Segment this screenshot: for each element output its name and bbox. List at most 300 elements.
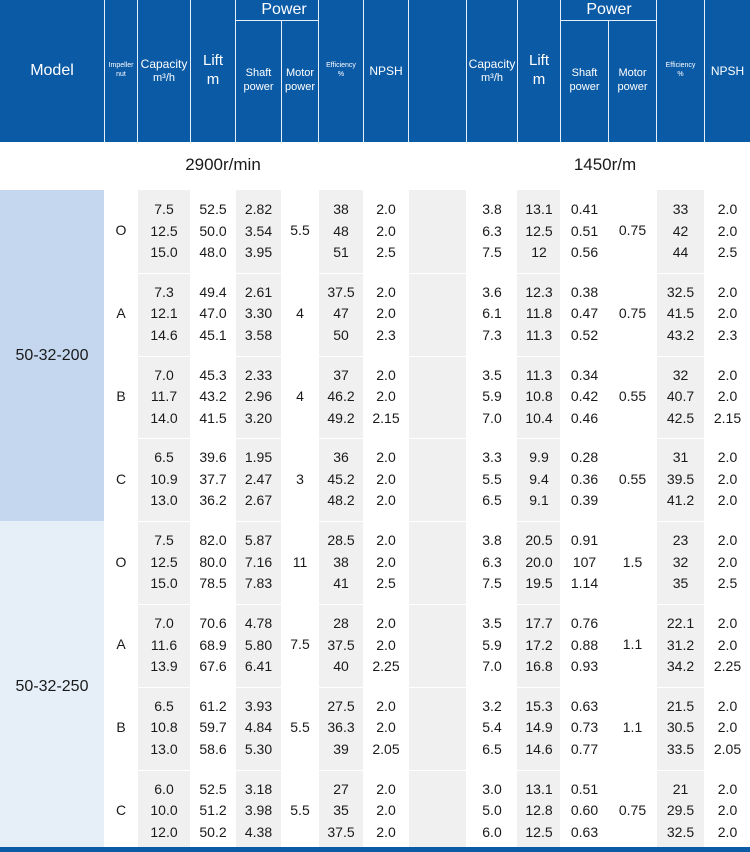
cell-value: 36.3 <box>327 719 355 736</box>
cell-value: 5.9 <box>482 388 502 405</box>
cell-value: 32 <box>672 553 689 570</box>
cell-value: 2.0 <box>717 636 738 653</box>
cell-value: 80.0 <box>199 553 227 570</box>
cell-value: 0.47 <box>570 305 599 322</box>
cell-value: 31 <box>672 449 689 466</box>
cell-value: 3.20 <box>244 409 273 426</box>
npsh-1450-cell <box>705 613 750 678</box>
shaft-power-cell <box>236 530 281 595</box>
npsh-cell <box>364 447 408 512</box>
header-shaft-2-line1: Shaft <box>571 67 598 80</box>
motor-power-1450-cell: 0.75 <box>618 222 647 239</box>
header-efficiency <box>319 0 363 142</box>
motor-power-cell: 4 <box>296 305 304 322</box>
efficiency-cell <box>319 199 363 264</box>
header-divider <box>235 20 318 21</box>
cell-value: 2.0 <box>717 388 738 405</box>
cell-value: 0.52 <box>570 326 599 343</box>
cell-value: 6.0 <box>482 823 502 840</box>
header-motor-2-line2: power <box>617 81 648 93</box>
cell-value: 42 <box>672 222 689 239</box>
shaft-power-cell <box>236 613 281 678</box>
cell-value: 17.2 <box>525 636 553 653</box>
cell-value: 7.0 <box>482 658 502 674</box>
cell-value: 43.2 <box>666 326 695 343</box>
header-lift <box>191 0 235 142</box>
cell-value: 7.16 <box>244 553 273 570</box>
cell-value: 52.5 <box>199 780 227 797</box>
cell-value: 33.5 <box>666 740 695 757</box>
cell-value: 32.5 <box>666 283 695 300</box>
cell-value: 45.1 <box>199 326 227 343</box>
cell-value: 3.5 <box>482 366 502 383</box>
cell-value: 33 <box>672 201 689 217</box>
cell-value: 0.63 <box>570 697 599 714</box>
cell-value: 37 <box>333 366 349 383</box>
efficiency-cell <box>319 696 363 761</box>
header-lift-2-line1: Lift <box>528 52 549 70</box>
cell-value: 39 <box>333 740 349 757</box>
cell-value: 40.7 <box>666 388 695 405</box>
cell-value: 39.6 <box>199 449 227 466</box>
lift-1450-cell <box>518 282 560 347</box>
header-divider <box>704 0 705 142</box>
capacity-1450-cell <box>467 282 517 347</box>
cell-value: 6.41 <box>244 658 273 674</box>
cell-value: 7.5 <box>154 201 174 217</box>
capacity-cell <box>138 282 190 347</box>
cell-value: 2.05 <box>713 740 742 757</box>
header-motor-power <box>282 20 318 142</box>
cell-value: 78.5 <box>199 575 227 592</box>
cell-value: 3.6 <box>482 283 502 300</box>
model-cell: 50-32-250 <box>0 521 104 852</box>
header-motor-2-line1: Motor <box>618 67 647 80</box>
npsh-cell <box>364 613 408 678</box>
cell-value: 10.9 <box>150 470 178 487</box>
model-cell: 50-32-200 <box>0 190 104 521</box>
npsh-cell <box>364 199 408 264</box>
cell-value: 6.5 <box>482 740 502 757</box>
cell-value: 2.5 <box>717 575 738 592</box>
lift-cell <box>191 779 235 844</box>
cell-value: 5.80 <box>244 636 273 653</box>
cell-value: 10.4 <box>525 409 553 426</box>
cell-value: 2.0 <box>376 532 396 549</box>
efficiency-1450-cell <box>657 199 704 264</box>
cell-value: 61.2 <box>199 697 227 714</box>
cell-value: 3.58 <box>244 326 273 343</box>
cell-value: 58.6 <box>199 740 227 757</box>
lift-cell <box>191 199 235 264</box>
cell-value: 15.0 <box>150 575 178 592</box>
cell-value: 11.3 <box>525 366 553 383</box>
capacity-cell <box>138 779 190 844</box>
cell-value: 45.3 <box>199 366 227 383</box>
cell-value: 2.0 <box>376 470 396 487</box>
efficiency-cell <box>319 282 363 347</box>
header-shaft-power <box>236 20 281 142</box>
cell-value: 48 <box>333 222 349 239</box>
cell-value: 2.0 <box>717 449 738 466</box>
cell-value: 2.0 <box>376 615 396 631</box>
cell-value: 3.93 <box>244 697 273 714</box>
cell-value: 50 <box>333 326 349 343</box>
cell-value: 2.15 <box>713 409 742 426</box>
row-divider <box>104 438 750 439</box>
table-bottom-border <box>0 847 750 852</box>
header-capacity-2-line1: Capacity <box>468 56 516 71</box>
cell-value: 7.5 <box>154 532 174 549</box>
cell-value: 0.93 <box>570 658 599 674</box>
cell-value: 5.0 <box>482 802 502 819</box>
header-power: Power <box>261 1 307 18</box>
row-divider <box>104 356 750 357</box>
lift-cell <box>191 365 235 430</box>
capacity-cell <box>138 696 190 761</box>
cell-value: 45.2 <box>327 470 355 487</box>
cell-value: 2.0 <box>717 719 738 736</box>
npsh-1450-cell <box>705 696 750 761</box>
cell-value: 2.33 <box>244 366 273 383</box>
cell-value: 2.3 <box>717 326 738 343</box>
cell-value: 2.47 <box>244 470 273 487</box>
header-capacity-2-line2: m³/h <box>481 71 503 84</box>
cell-value: 5.4 <box>482 719 502 736</box>
motor-power-cell: 3 <box>296 470 304 487</box>
npsh-1450-cell <box>705 199 750 264</box>
cell-value: 3.5 <box>482 615 502 631</box>
npsh-cell <box>364 282 408 347</box>
cell-value: 7.0 <box>154 615 174 631</box>
cell-value: 12.0 <box>150 823 178 840</box>
efficiency-cell <box>319 447 363 512</box>
efficiency-cell <box>319 530 363 595</box>
cell-value: 70.6 <box>199 615 227 631</box>
cell-value: 28 <box>333 615 349 631</box>
shaft-power-cell <box>236 447 281 512</box>
lift-cell <box>191 696 235 761</box>
cell-value: 0.38 <box>570 283 599 300</box>
header-capacity-line2: m³/h <box>153 71 175 84</box>
cell-value: 47 <box>333 305 349 322</box>
cell-value: 2.0 <box>376 780 396 797</box>
lift-1450-cell <box>518 447 560 512</box>
shaft-power-cell <box>236 282 281 347</box>
cell-value: 0.41 <box>570 201 599 217</box>
cell-value: 2.0 <box>717 201 738 217</box>
cell-value: 6.1 <box>482 305 502 322</box>
efficiency-1450-cell <box>657 447 704 512</box>
cell-value: 6.0 <box>154 780 174 797</box>
motor-power-cell: 5.5 <box>290 719 310 736</box>
cell-value: 27 <box>333 780 349 797</box>
cell-value: 2.5 <box>376 244 396 260</box>
cell-value: 0.91 <box>570 532 599 549</box>
cell-value: 2.0 <box>376 366 396 383</box>
cell-value: 11.8 <box>525 305 553 322</box>
cell-value: 4.84 <box>244 719 273 736</box>
cell-value: 2.0 <box>376 222 396 239</box>
header-capacity <box>138 0 190 142</box>
cell-value: 49.2 <box>327 409 355 426</box>
cell-value: 3.0 <box>482 780 502 797</box>
npsh-1450-cell <box>705 779 750 844</box>
cell-value: 3.2 <box>482 697 502 714</box>
header-lift-line2: m <box>206 71 220 88</box>
shaft-power-1450-cell <box>561 199 608 264</box>
capacity-cell <box>138 199 190 264</box>
speed-2900: 2900r/min <box>185 155 261 174</box>
cell-value: 27.5 <box>327 697 355 714</box>
cell-value: 9.4 <box>529 470 549 487</box>
row-divider <box>104 770 750 771</box>
cell-value: 5.30 <box>244 740 273 757</box>
cell-value: 2.0 <box>376 553 396 570</box>
cell-value: 7.3 <box>482 326 502 343</box>
cell-value: 1.14 <box>570 575 599 592</box>
cell-value: 0.73 <box>570 719 599 736</box>
cell-value: 12.5 <box>150 222 178 239</box>
header-divider <box>104 0 105 142</box>
cell-value: 82.0 <box>199 532 227 549</box>
cell-value: 10.8 <box>525 388 553 405</box>
header-motor-power-2 <box>609 20 656 142</box>
cell-value: 12.3 <box>525 283 553 300</box>
motor-power-cell: 4 <box>296 388 304 404</box>
efficiency-1450-cell <box>657 282 704 347</box>
header-impeller-nut <box>105 0 137 142</box>
cell-value: 10.8 <box>150 719 178 736</box>
motor-power-cell: 7.5 <box>290 636 310 653</box>
cell-value: 0.77 <box>570 740 599 757</box>
cell-value: 0.42 <box>570 388 599 405</box>
header-divider <box>235 0 236 142</box>
cell-value: 7.5 <box>482 244 502 260</box>
impeller-nut-cell: A <box>116 636 126 653</box>
lift-1450-cell <box>518 365 560 430</box>
cell-value: 6.3 <box>482 222 502 239</box>
cell-value: 0.46 <box>570 409 599 426</box>
cell-value: 7.5 <box>482 575 502 592</box>
cell-value: 2.0 <box>376 388 396 405</box>
capacity-1450-cell <box>467 365 517 430</box>
cell-value: 2.0 <box>717 615 738 631</box>
cell-value: 15.0 <box>150 244 178 260</box>
row-divider <box>104 687 750 688</box>
cell-value: 42.5 <box>666 409 695 426</box>
efficiency-cell <box>319 613 363 678</box>
cell-value: 15.3 <box>525 697 553 714</box>
cell-value: 1.95 <box>244 449 273 466</box>
cell-value: 2.0 <box>717 780 738 797</box>
lift-cell <box>191 447 235 512</box>
motor-power-cell: 11 <box>292 553 308 570</box>
header-power-2: Power <box>586 1 632 18</box>
cell-value: 35 <box>333 802 349 819</box>
cell-value: 19.5 <box>525 575 553 592</box>
efficiency-1450-cell <box>657 365 704 430</box>
cell-value: 12.5 <box>525 823 553 840</box>
header-divider <box>363 0 364 142</box>
cell-value: 39.5 <box>666 470 695 487</box>
motor-power-cell: 5.5 <box>290 222 310 239</box>
cell-value: 2.0 <box>717 470 738 487</box>
cell-value: 29.5 <box>666 802 695 819</box>
efficiency-1450-cell <box>657 779 704 844</box>
shaft-power-cell <box>236 199 281 264</box>
cell-value: 11.3 <box>525 326 553 343</box>
cell-value: 12.8 <box>525 802 553 819</box>
cell-value: 41 <box>333 575 349 592</box>
impeller-nut-cell: C <box>115 470 127 487</box>
cell-value: 2.0 <box>376 719 396 736</box>
cell-value: 36 <box>333 449 349 466</box>
cell-value: 46.2 <box>327 388 355 405</box>
cell-value: 16.8 <box>525 658 553 674</box>
cell-value: 2.82 <box>244 201 273 217</box>
cell-value: 48.0 <box>199 244 227 260</box>
cell-value: 107 <box>572 553 597 570</box>
cell-value: 50.0 <box>199 222 227 239</box>
cell-value: 20.5 <box>525 532 553 549</box>
table-header <box>0 0 750 142</box>
cell-value: 2.0 <box>376 305 396 322</box>
cell-value: 21.5 <box>666 697 695 714</box>
cell-value: 22.1 <box>666 615 695 631</box>
header-divider <box>560 0 561 142</box>
capacity-cell <box>138 613 190 678</box>
cell-value: 3.54 <box>244 222 273 239</box>
cell-value: 13.1 <box>525 201 553 217</box>
impeller-nut-cell: O <box>115 222 127 239</box>
cell-value: 2.0 <box>717 283 738 300</box>
lift-cell <box>191 282 235 347</box>
lift-1450-cell <box>518 199 560 264</box>
cell-value: 41.5 <box>666 305 695 322</box>
header-efficiency-2-line1: Efficiency <box>665 62 696 70</box>
cell-value: 30.5 <box>666 719 695 736</box>
cell-value: 2.3 <box>376 326 396 343</box>
cell-value: 0.56 <box>570 244 599 260</box>
header-capacity-line1: Capacity <box>140 56 188 71</box>
header-impeller-line1: Impeller <box>108 62 134 70</box>
cell-value: 13.1 <box>525 780 553 797</box>
header-divider <box>137 0 138 142</box>
impeller-nut-cell: O <box>115 553 127 570</box>
header-divider <box>190 0 191 142</box>
cell-value: 3.18 <box>244 780 273 797</box>
cell-value: 11.7 <box>150 388 178 405</box>
cell-value: 47.0 <box>199 305 227 322</box>
shaft-power-cell <box>236 365 281 430</box>
cell-value: 6.5 <box>482 492 502 509</box>
npsh-cell <box>364 696 408 761</box>
cell-value: 2.96 <box>244 388 273 405</box>
cell-value: 2.0 <box>376 636 396 653</box>
lift-1450-cell <box>518 696 560 761</box>
cell-value: 38 <box>333 553 349 570</box>
lift-1450-cell <box>518 613 560 678</box>
header-divider <box>517 0 518 142</box>
impeller-nut-cell: A <box>116 305 126 322</box>
cell-value: 12.5 <box>150 553 178 570</box>
cell-value: 21 <box>672 780 689 797</box>
cell-value: 68.9 <box>199 636 227 653</box>
cell-value: 2.0 <box>717 697 738 714</box>
cell-value: 7.3 <box>154 283 174 300</box>
header-shaft-line2: power <box>243 81 274 93</box>
cell-value: 2.05 <box>372 740 400 757</box>
header-lift-2-line2: m <box>532 71 546 88</box>
motor-power-1450-cell: 1.1 <box>622 636 643 653</box>
cell-value: 38 <box>333 201 349 217</box>
motor-power-1450-cell: 0.55 <box>618 470 647 487</box>
header-lift-2 <box>518 0 560 142</box>
cell-value: 4.38 <box>244 823 273 840</box>
cell-value: 35 <box>672 575 689 592</box>
impeller-nut-cell: B <box>116 388 126 404</box>
npsh-1450-cell <box>705 282 750 347</box>
cell-value: 17.7 <box>525 615 553 631</box>
cell-value: 40 <box>333 658 349 674</box>
shaft-power-1450-cell <box>561 530 608 595</box>
cell-value: 2.0 <box>376 201 396 217</box>
capacity-cell <box>138 365 190 430</box>
cell-value: 43.2 <box>199 388 227 405</box>
cell-value: 23 <box>672 532 689 549</box>
header-model: Model <box>30 62 74 79</box>
capacity-1450-cell <box>467 530 517 595</box>
header-divider <box>656 0 657 142</box>
cell-value: 6.3 <box>482 553 502 570</box>
cell-value: 36.2 <box>199 492 227 509</box>
cell-value: 2.25 <box>372 658 400 674</box>
cell-value: 5.87 <box>244 532 273 549</box>
header-divider <box>281 20 282 142</box>
cell-value: 6.5 <box>154 449 174 466</box>
header-shaft-line1: Shaft <box>245 67 272 80</box>
efficiency-1450-cell <box>657 613 704 678</box>
efficiency-1450-cell <box>657 696 704 761</box>
header-divider <box>560 20 656 21</box>
header-divider <box>608 20 609 142</box>
lift-1450-cell <box>518 530 560 595</box>
cell-value: 4.78 <box>244 615 273 631</box>
cell-value: 12.5 <box>525 222 553 239</box>
cell-value: 2.0 <box>717 553 738 570</box>
cell-value: 49.4 <box>199 283 227 300</box>
cell-value: 3.30 <box>244 305 273 322</box>
motor-power-1450-cell: 0.75 <box>618 802 647 818</box>
cell-value: 0.36 <box>570 470 599 487</box>
header-npsh: NPSH <box>369 63 403 78</box>
cell-value: 2.15 <box>372 409 400 426</box>
header-motor-line1: Motor <box>285 67 315 80</box>
cell-value: 7.0 <box>482 409 502 426</box>
npsh-cell <box>364 530 408 595</box>
cell-value: 14.6 <box>525 740 553 757</box>
efficiency-cell <box>319 779 363 844</box>
speed-1450: 1450r/m <box>573 155 637 174</box>
shaft-power-1450-cell <box>561 282 608 347</box>
cell-value: 2.25 <box>713 658 742 674</box>
cell-value: 7.83 <box>244 575 273 592</box>
header-shaft-2-line2: power <box>569 81 600 93</box>
motor-power-1450-cell: 0.55 <box>618 388 647 404</box>
cell-value: 32 <box>672 366 689 383</box>
lift-cell <box>191 530 235 595</box>
